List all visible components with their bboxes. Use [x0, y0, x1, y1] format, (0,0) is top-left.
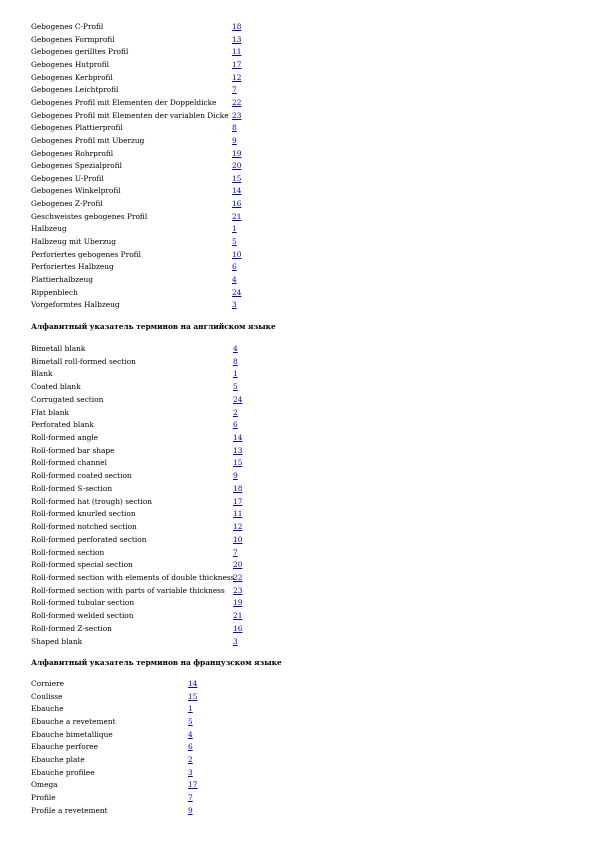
index-term-link[interactable]: 16: [232, 199, 242, 209]
index-term: Roll-formed S-section: [31, 483, 113, 493]
index-entry: [0, 34, 595, 46]
index-entry: [0, 368, 595, 380]
index-term-link[interactable]: 2: [188, 754, 193, 764]
index-term-link[interactable]: 8: [232, 123, 237, 133]
index-entry: [0, 678, 595, 690]
index-term: Gebogenes Profil mit Elementen der variablen Dicke: [31, 110, 229, 120]
index-term: Ebauche plate: [31, 754, 85, 764]
index-entry: [0, 691, 595, 703]
index-term: Roll-formed bar shape: [31, 445, 115, 455]
index-term-link[interactable]: 5: [232, 237, 237, 247]
index-term: Roll-formed hat (trough) section: [31, 496, 153, 506]
index-term-link[interactable]: 20: [233, 560, 243, 570]
index-term-link[interactable]: 1: [232, 224, 237, 234]
index-term-link[interactable]: 7: [233, 547, 238, 557]
index-entry: [0, 767, 595, 779]
index-term-link[interactable]: 14: [232, 186, 242, 196]
index-entry: [0, 122, 595, 134]
index-term: Shaped blank: [31, 636, 83, 646]
index-term: Perforated blank: [31, 420, 94, 430]
index-term-link[interactable]: 17: [188, 780, 198, 790]
index-term: Ebauche perforee: [31, 742, 99, 752]
index-entry: [0, 636, 595, 648]
index-entry: [0, 754, 595, 766]
index-term-link[interactable]: 9: [233, 471, 238, 481]
index-entry: [0, 805, 595, 817]
index-entry: [0, 470, 595, 482]
index-term: Gebogenes Plattierprofil: [31, 123, 123, 133]
index-entry: [0, 173, 595, 185]
index-term-link[interactable]: 12: [232, 72, 242, 82]
index-entry: [0, 483, 595, 495]
index-term: Halbzeug: [31, 224, 67, 234]
index-entry: [0, 508, 595, 520]
index-term-link[interactable]: 23: [233, 585, 243, 595]
index-entry: [0, 445, 595, 457]
index-term: Halbzeug mit Uberzug: [31, 237, 116, 247]
index-term-link[interactable]: 16: [233, 623, 243, 633]
index-entry: [0, 160, 595, 172]
index-entry: [0, 716, 595, 728]
index-term-link[interactable]: 23: [232, 110, 242, 120]
index-term-link[interactable]: 20: [232, 161, 242, 171]
index-term-link[interactable]: 4: [188, 729, 193, 739]
index-entry: [0, 46, 595, 58]
index-term-link[interactable]: 24: [233, 394, 243, 404]
index-term-link[interactable]: 2: [233, 407, 238, 417]
index-term: Omega: [31, 780, 58, 790]
index-entry: [0, 585, 595, 597]
index-entry: [0, 72, 595, 84]
index-term: Ebauche profilee: [31, 767, 95, 777]
index-term: Gebogenes Winkelprofil: [31, 186, 121, 196]
index-entry: [0, 419, 595, 431]
index-term: Ebauche a revetement: [31, 716, 116, 726]
index-entry: [0, 211, 595, 223]
index-term-link[interactable]: 6: [233, 420, 238, 430]
index-term: Roll-formed coated section: [31, 471, 132, 481]
index-term: Gebogenes Hutprofil: [31, 59, 110, 69]
index-term: Profile: [31, 792, 56, 802]
index-term-link[interactable]: 11: [233, 509, 243, 519]
index-entry: [0, 198, 595, 210]
index-term-link[interactable]: 1: [188, 704, 193, 714]
index-term: Corniere: [31, 679, 65, 688]
index-term-link[interactable]: 3: [233, 636, 238, 646]
index-term-link[interactable]: 5: [233, 382, 238, 392]
index-entry: [0, 779, 595, 791]
index-term: Plattierhalbzeug: [31, 275, 93, 284]
index-entry: [0, 597, 595, 609]
index-entry: [0, 407, 595, 419]
index-term: Ebauche: [31, 704, 64, 714]
index-entry: [0, 521, 595, 533]
index-term-link[interactable]: 17: [233, 496, 243, 506]
index-term: Roll-formed perforated section: [31, 534, 147, 544]
index-entry: [0, 261, 595, 273]
index-term: Gebogenes Leichtprofil: [31, 85, 119, 95]
index-term: Roll-formed section with parts of variable thickness: [31, 585, 225, 595]
index-term: Gebogenes Formprofil: [31, 34, 115, 44]
index-term: Perforiertes gebogenes Profil: [31, 249, 141, 259]
index-term-link[interactable]: 11: [232, 47, 242, 57]
index-entry: [0, 236, 595, 248]
index-term: Roll-formed notched section: [31, 522, 137, 532]
index-term-link[interactable]: 10: [233, 534, 243, 544]
index-term-link[interactable]: 24: [232, 287, 242, 297]
index-term: Coated blank: [31, 382, 81, 392]
index-entry: [0, 457, 595, 469]
index-entry: [0, 432, 595, 444]
index-term-link[interactable]: 3: [188, 767, 193, 777]
index-term: Vorgeformtes Halbzeug: [31, 300, 120, 310]
index-term: Roll-formed welded section: [31, 611, 134, 621]
index-entry: [0, 343, 595, 355]
index-term-link[interactable]: 14: [188, 679, 198, 688]
index-term: Bimetall blank: [31, 344, 86, 353]
index-term: Roll-formed special section: [31, 560, 133, 570]
index-term: Gebogenes Z-Profil: [31, 199, 103, 209]
index-term-link[interactable]: 19: [233, 598, 243, 608]
index-entry: [0, 110, 595, 122]
english-index-heading: Алфавитный указатель терминов на английском языке: [31, 322, 276, 331]
index-term-link[interactable]: 17: [232, 59, 242, 69]
index-term-link[interactable]: 22: [233, 572, 243, 582]
index-term-link[interactable]: 13: [232, 34, 242, 44]
index-term: Rippenblech: [31, 287, 78, 297]
index-term-link[interactable]: 3: [232, 300, 237, 310]
index-entry: [0, 381, 595, 393]
index-entry: [0, 792, 595, 804]
index-term-link[interactable]: 14: [233, 433, 243, 443]
index-term: Gebogenes Spezialprofil: [31, 161, 123, 171]
index-term: Roll-formed channel: [31, 458, 107, 468]
index-term-link[interactable]: 15: [233, 458, 243, 468]
index-term: Roll-formed angle: [31, 433, 99, 443]
index-term: Blank: [31, 369, 53, 379]
index-term-link[interactable]: 19: [232, 148, 242, 158]
index-term-link[interactable]: 8: [233, 356, 238, 366]
index-term-link[interactable]: 18: [232, 22, 242, 31]
index-term-link[interactable]: 7: [232, 85, 237, 95]
index-term-link[interactable]: 6: [232, 262, 237, 272]
index-term: Ebauche bimetallique: [31, 729, 113, 739]
index-entry: [0, 135, 595, 147]
index-term-link[interactable]: 18: [233, 483, 243, 493]
index-term: Gebogenes Rohrprofil: [31, 148, 114, 158]
index-entry: [0, 356, 595, 368]
index-entry: [0, 287, 595, 299]
index-entry: [0, 610, 595, 622]
index-term: Flat blank: [31, 407, 69, 417]
index-term: Roll-formed tubular section: [31, 598, 135, 608]
index-term-link[interactable]: 1: [233, 369, 238, 379]
french-index-heading: Алфавитный указатель терминов на французском языке: [31, 658, 282, 667]
index-entry: [0, 148, 595, 160]
index-term: Profile a revetement: [31, 805, 108, 815]
index-entry: [0, 223, 595, 235]
index-term-link[interactable]: 12: [233, 522, 243, 532]
index-entry: [0, 59, 595, 71]
index-term: Gebogenes U-Profil: [31, 173, 104, 183]
index-term: Geschweistes gebogenes Profil: [31, 211, 148, 221]
index-term-link[interactable]: 4: [232, 275, 237, 284]
index-term-link[interactable]: 6: [188, 742, 193, 752]
index-entry: [0, 547, 595, 559]
index-entry: [0, 249, 595, 261]
index-entry: [0, 559, 595, 571]
index-entry: [0, 274, 595, 286]
index-term: Gebogenes Profil mit Elementen der Doppeldicke: [31, 97, 217, 107]
index-term-link[interactable]: 7: [188, 792, 193, 802]
index-term-link[interactable]: 22: [232, 97, 242, 107]
index-term-link[interactable]: 10: [232, 249, 242, 259]
index-entry: [0, 496, 595, 508]
index-entry: [0, 741, 595, 753]
index-term: Roll-formed knurled section: [31, 509, 136, 519]
index-term: Gebogenes Kerbprofil: [31, 72, 113, 82]
index-term: Gebogenes gerilltes Profil: [31, 47, 129, 57]
index-term: Roll-formed section with elements of double thickness: [31, 572, 235, 582]
index-term-link[interactable]: 5: [188, 716, 193, 726]
index-entry: [0, 21, 595, 33]
index-term-link[interactable]: 9: [188, 805, 193, 815]
index-term: Roll-formed section: [31, 547, 105, 557]
index-entry: [0, 84, 595, 96]
index-entry: [0, 185, 595, 197]
index-entry: [0, 572, 595, 584]
index-entry: [0, 299, 595, 311]
index-entry: [0, 97, 595, 109]
index-term-link[interactable]: 9: [232, 135, 237, 145]
index-term: Gebogenes C-Profil: [31, 22, 104, 31]
index-term-link[interactable]: 13: [233, 445, 243, 455]
index-term-link[interactable]: 21: [232, 211, 242, 221]
index-entry: [0, 729, 595, 741]
index-term-link[interactable]: 4: [233, 344, 238, 353]
index-term: Coulisse: [31, 691, 63, 701]
index-entry: [0, 394, 595, 406]
index-term: Bimetall roll-formed section: [31, 356, 136, 366]
index-entry: [0, 534, 595, 546]
index-term: Roll-formed Z-section: [31, 623, 112, 633]
index-term-link[interactable]: 21: [233, 611, 243, 621]
index-entry: [0, 703, 595, 715]
index-term-link[interactable]: 15: [188, 691, 198, 701]
index-term-link[interactable]: 15: [232, 173, 242, 183]
index-entry: [0, 623, 595, 635]
index-term: Perforiertes Halbzeug: [31, 262, 114, 272]
index-term: Corrugated section: [31, 394, 104, 404]
index-term: Gebogenes Profil mit Uberzug: [31, 135, 145, 145]
